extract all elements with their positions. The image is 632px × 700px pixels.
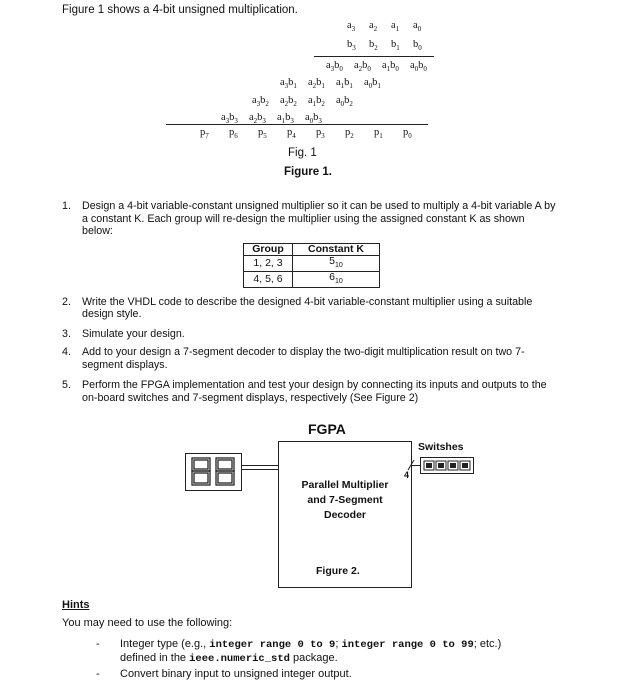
- task-number: 4.: [62, 346, 71, 358]
- hint-item: - Convert binary input to unsigned integer output.: [96, 668, 352, 680]
- multiplication-term: $a_0$: [413, 20, 422, 34]
- seven-segment-display: [185, 453, 242, 491]
- table-row: [244, 256, 380, 272]
- bus-width-label: 4: [404, 470, 410, 480]
- hints-intro: You may need to use the following:: [62, 617, 233, 629]
- group-constant-table: [243, 243, 380, 288]
- multiplication-term: $a_3b_2$: [252, 95, 269, 109]
- switches-block: [420, 457, 474, 474]
- task-number: 3.: [62, 327, 71, 340]
- hint-item: - Integer type (e.g., integer range 0 to 9; integer range 0 to 99; etc.) defined in the ieee.numeric_std package.: [96, 638, 502, 665]
- product-bit: $p_1$: [374, 127, 383, 141]
- table-header-group: Group: [244, 244, 293, 256]
- task-number: 1.: [62, 200, 71, 212]
- fpga-title: FGPA: [308, 421, 346, 437]
- multiplication-term: $a_1$: [391, 20, 400, 34]
- task-text: Perform the FPGA implementation and test your design by connecting its inputs and outputs to the on-board switches and 7-segment displays, respectively (See Figure 2): [82, 379, 547, 404]
- multiplication-term: $a_0b_1$: [364, 77, 381, 91]
- multiplication-term: $a_0b_2$: [336, 95, 353, 109]
- multiplication-term: $a_1b_3$: [277, 112, 294, 126]
- multiplication-term: $b_3$: [347, 39, 356, 53]
- multiplication-term: $a_3$: [347, 20, 356, 34]
- intro-text: Figure 1 shows a 4-bit unsigned multiplication.: [62, 4, 298, 16]
- hint-list: [96, 638, 566, 683]
- task-text: Write the VHDL code to describe the designed 4-bit variable-constant multiplier using a suitable design style.: [82, 295, 533, 320]
- product-bit: $p_3$: [316, 127, 325, 141]
- task-item: [62, 328, 558, 341]
- hints-title: Hints: [62, 599, 90, 611]
- bus-slash-icon: [398, 458, 422, 472]
- seven-segment-digits-icon: [186, 454, 241, 490]
- product-bit: $p_7$: [200, 127, 209, 141]
- task-text: Simulate your design.: [82, 327, 185, 340]
- constant-cell: $5_{10}$: [293, 256, 380, 272]
- multiplication-term: $b_2$: [369, 39, 378, 53]
- multiplication-term: $a_3b_3$: [221, 112, 238, 126]
- switches-label: Switshes: [418, 441, 464, 453]
- multiplication-term: $a_2b_0$: [354, 60, 371, 74]
- fig2-caption: Figure 2.: [316, 565, 360, 577]
- task-item: [62, 379, 558, 404]
- fig1-label: Fig. 1: [288, 147, 317, 159]
- product-bit: $p_5$: [258, 127, 267, 141]
- bullet-dash-icon: -: [96, 638, 100, 650]
- divider-line-2: [166, 124, 428, 125]
- fig1-caption: Figure 1.: [284, 166, 332, 178]
- group-cell: 4, 5, 6: [244, 272, 293, 288]
- table-header-constant: Constant K: [293, 244, 380, 256]
- constant-cell: $6_{10}$: [293, 272, 380, 288]
- multiplication-term: $b_0$: [413, 39, 422, 53]
- task-item: [62, 346, 558, 371]
- product-bit: $p_0$: [403, 127, 412, 141]
- product-bit: $p_2$: [345, 127, 354, 141]
- table-row: [244, 272, 380, 288]
- switches-icon: [421, 458, 473, 473]
- multiplication-term: $a_3b_1$: [280, 77, 297, 91]
- multiplication-term: $a_0b_3$: [305, 112, 322, 126]
- task-list: [62, 200, 558, 404]
- divider-line-1: [314, 56, 434, 57]
- task-item: [62, 296, 558, 321]
- multiplication-term: $a_1b_2$: [308, 95, 325, 109]
- multiplication-term: $a_2b_3$: [249, 112, 266, 126]
- fpga-block-label: Parallel Multiplier and 7-Segment Decoder: [301, 479, 389, 521]
- task-item: [62, 200, 558, 238]
- multiplication-term: $a_2$: [369, 20, 378, 34]
- multiplication-term: $a_3b_0$: [326, 60, 343, 74]
- multiplication-term: $a_1b_0$: [382, 60, 399, 74]
- multiplication-term: $a_0b_0$: [410, 60, 427, 74]
- task-number: 5.: [62, 379, 71, 391]
- task-text: Design a 4-bit variable-constant unsigned multiplier so it can be used to multiply a 4-bit variable A by a constant K. Each group will re-design the multiplier using the assigned constant K as shown below:: [82, 200, 556, 237]
- task-number: 2.: [62, 295, 71, 308]
- multiplication-term: $a_2b_2$: [280, 95, 297, 109]
- group-cell: 1, 2, 3: [244, 256, 293, 272]
- multiplication-term: $b_1$: [391, 39, 400, 53]
- display-bus-line: [242, 469, 278, 470]
- multiplication-term: $a_1b_1$: [336, 77, 353, 91]
- display-bus-line: [242, 465, 278, 466]
- product-bit: $p_6$: [229, 127, 238, 141]
- task-text: Add to your design a 7-segment decoder to display the two-digit multiplication result on two 7-segment displays.: [82, 346, 525, 371]
- multiplication-term: $a_2b_1$: [308, 77, 325, 91]
- bullet-dash-icon: -: [96, 668, 100, 680]
- product-bit: $p_4$: [287, 127, 296, 141]
